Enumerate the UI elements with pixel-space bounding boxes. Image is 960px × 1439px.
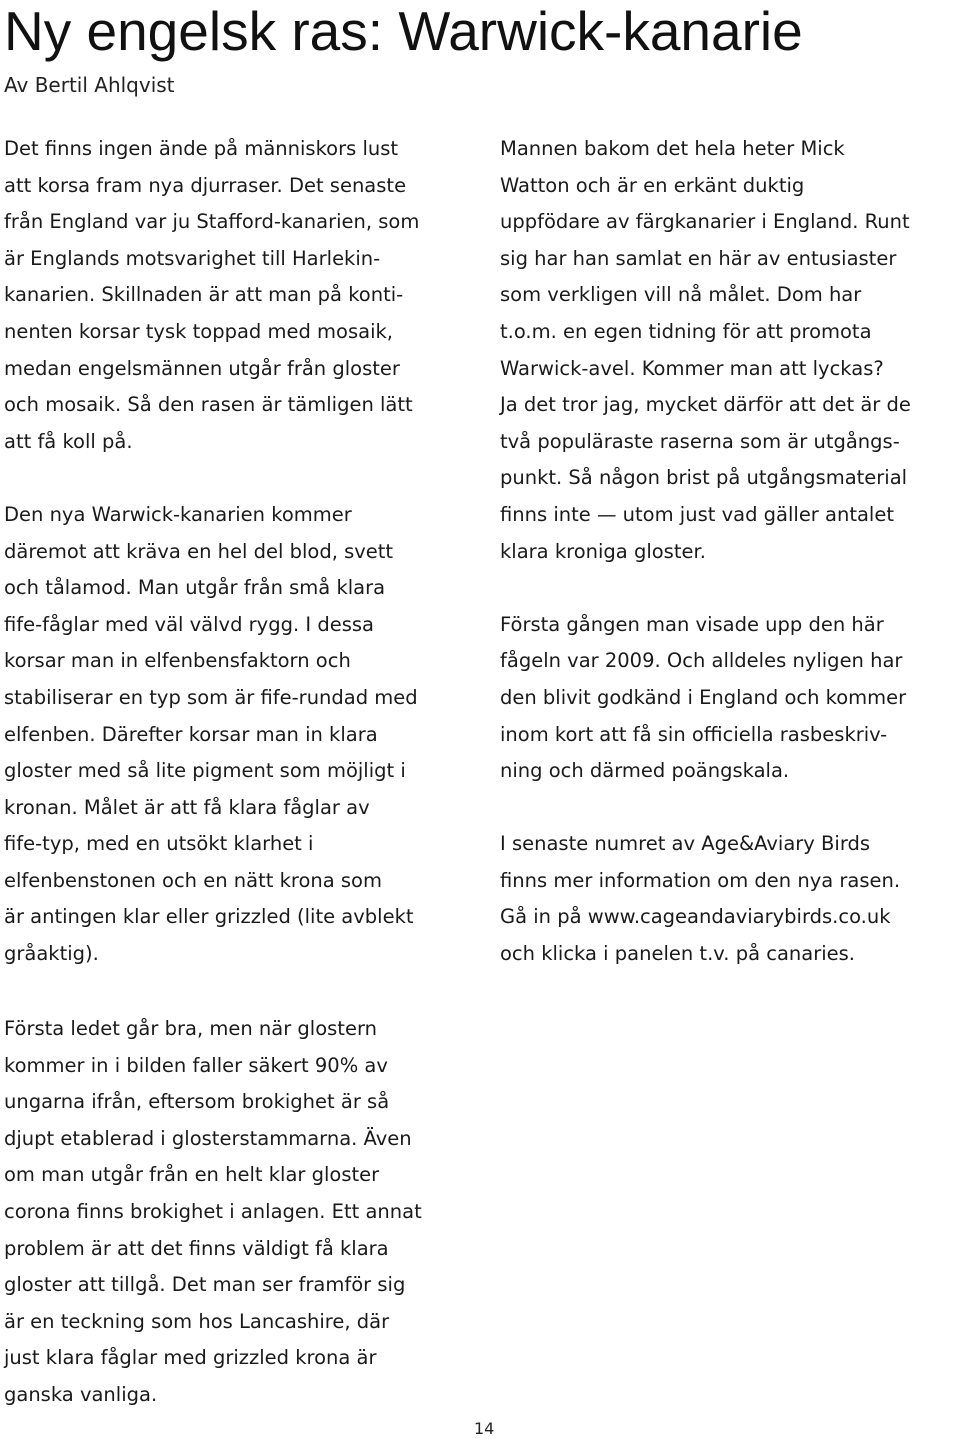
text-line: kommer in i bilden faller säkert 90% av [4,1053,388,1077]
text-line: gloster att tillgå. Det man ser framför sig [4,1273,406,1297]
text-line: däremot att kräva en hel del blod, svett [4,539,394,563]
text-line: t.o.m. en egen tidning för att promota [500,319,872,343]
paragraph-spacer [500,790,911,827]
text-line: Warwick-avel. Kommer man att lyckas? [500,356,884,380]
article-byline: Av Bertil Ahlqvist [4,73,175,97]
text-line: punkt. Så någon brist på utgångsmaterial [500,466,908,490]
text-line: från England var ju Stafford-kanarien, som [4,210,420,234]
text-line: klara kroniga gloster. [500,539,706,563]
text-line: elfenbenstonen och en nätt krona som [4,868,382,892]
text-line: inom kort att få sin officiella rasbeskriv- [500,722,888,746]
text-line: gloster med så lite pigment som möjligt i [4,759,406,783]
text-line: att korsa fram nya djurraser. Det senaste [4,173,407,197]
body-paragraph [4,131,419,460]
text-line: är en teckning som hos Lancashire, där [4,1309,390,1333]
text-line: om man utgår från en helt klar gloster [4,1163,380,1187]
text-line: Mannen bakom det hela heter Mick [500,137,845,160]
text-line: och mosaik. Så den rasen är tämligen lätt [4,393,413,417]
text-line: Första gången man visade upp den här [500,612,884,636]
text-line: djupt etablerad i glosterstammarna. Även [4,1126,412,1150]
text-line: gråaktig). [4,942,99,966]
text-line: stabiliserar en typ som är fife-rundad med [4,685,418,709]
body-paragraph [4,1011,422,1414]
body-paragraph [500,826,911,972]
article-title: Ny engelsk ras: Warwick-kanarie [4,0,803,62]
body-paragraph [500,607,911,790]
text-line: den blivit godkänd i England och kommer [500,685,907,709]
text-line: ning och därmed poängskala. [500,759,790,783]
text-line: problem är att det finns väldigt få klara [4,1236,389,1260]
text-line: finns inte — utom just vad gäller antalet [500,502,894,526]
text-line: Det finns ingen ände på människors lust [4,137,399,160]
text-line: två populäraste raserna som är utgångs- [500,429,900,453]
text-line: är Englands motsvarighet till Harlekin- [4,246,381,270]
text-line: corona finns brokighet i anlagen. Ett annat [4,1199,422,1223]
text-line: Ja det tror jag, mycket därför att det är de [500,393,911,417]
text-line: och tålamod. Man utgår från små klara [4,576,386,600]
text-line: är antingen klar eller grizzled (lite avblekt [4,905,414,929]
text-line: att få koll på. [4,429,133,453]
text-line: just klara fåglar med grizzled krona är [4,1346,377,1370]
text-line: ganska vanliga. [4,1382,158,1406]
text-line: I senaste numret av Age&Aviary Birds [500,832,871,856]
text-line: fife-typ, med en utsökt klarhet i [4,832,314,856]
paragraph-spacer [4,460,419,497]
text-line: Gå in på www.cageandaviarybirds.co.uk [500,905,891,929]
text-line: sig har han samlat en här av entusiaster [500,246,897,270]
body-paragraph [4,497,419,973]
right-column [500,131,911,973]
text-line: Watton och är en erkänt duktig [500,173,805,197]
text-line: korsar man in elfenbensfaktorn och [4,649,351,673]
text-line: ungarna ifrån, eftersom brokighet är så [4,1090,390,1114]
left-column-bottom [4,1011,422,1414]
page-number: 14 [474,1419,495,1438]
text-line: Första ledet går bra, men när glostern [4,1017,377,1040]
text-line: medan engelsmännen utgår från gloster [4,356,400,380]
text-line: nenten korsar tysk toppad med mosaik, [4,319,393,343]
text-line: Den nya Warwick-kanarien kommer [4,502,352,526]
paragraph-spacer [500,570,911,607]
text-line: och klicka i panelen t.v. på canaries. [500,942,855,966]
body-paragraph [500,131,911,570]
text-line: kronan. Målet är att få klara fåglar av [4,795,370,819]
left-column-top [4,131,419,973]
text-line: uppfödare av färgkanarier i England. Runt [500,210,910,234]
text-line: fågeln var 2009. Och alldeles nyligen har [500,649,903,673]
text-line: fife-fåglar med väl välvd rygg. I dessa [4,612,374,636]
text-line: finns mer information om den nya rasen. [500,868,901,892]
text-line: som verkligen vill nå målet. Dom har [500,283,862,307]
text-line: elfenben. Därefter korsar man in klara [4,722,378,746]
text-line: kanarien. Skillnaden är att man på konti- [4,283,404,307]
